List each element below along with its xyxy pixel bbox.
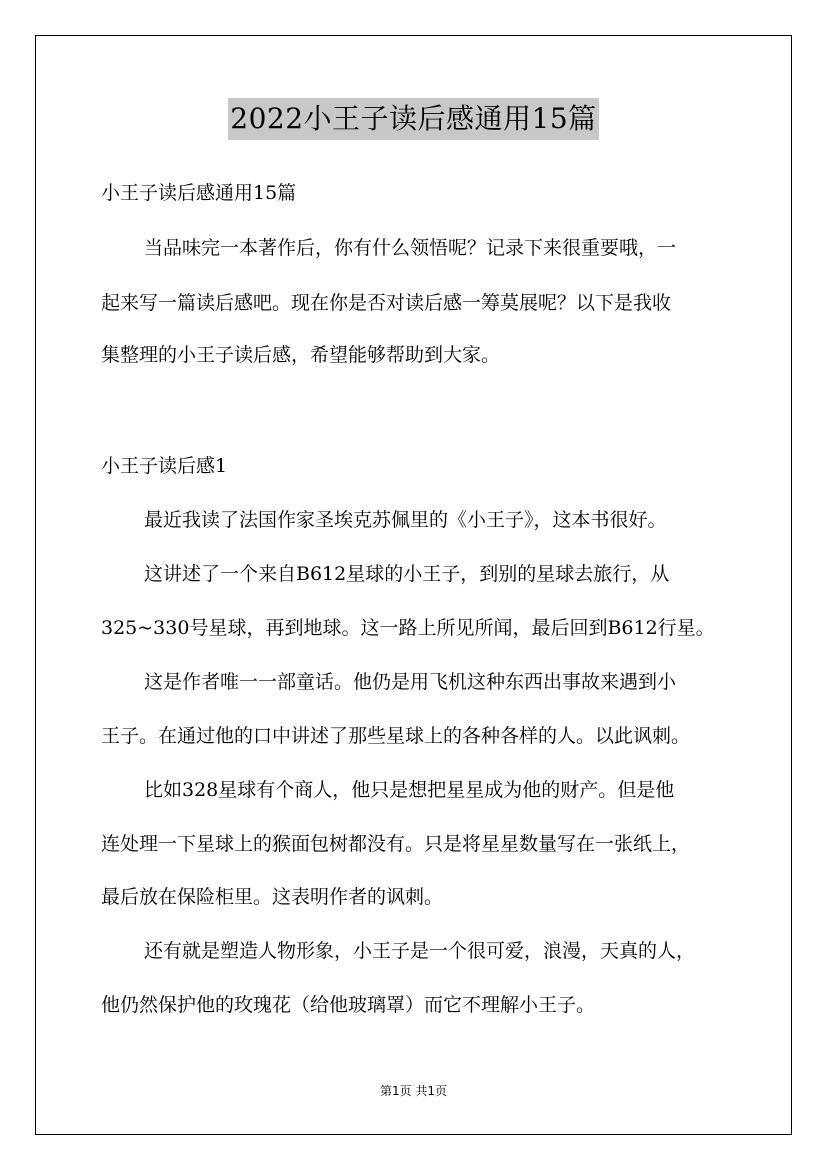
intro-line: 当品味完一本著作后，你有什么领悟呢？记录下来很重要哦，一 bbox=[144, 237, 677, 259]
body-line: 最后放在保险柜里。这表明作者的讽刺。 bbox=[101, 886, 444, 908]
body-line: 这是作者唯一一部童话。他仍是用飞机这种东西出事故来遇到小 bbox=[144, 671, 677, 693]
body-line: 还有就是塑造人物形象，小王子是一个很可爱，浪漫，天真的人， bbox=[144, 940, 696, 962]
body-line: 最近我读了法国作家圣埃克苏佩里的《小王子》，这本书很好。 bbox=[144, 509, 667, 531]
section-heading: 小王子读后感1 bbox=[101, 455, 228, 477]
intro-line: 集整理的小王子读后感，希望能够帮助到大家。 bbox=[101, 344, 501, 366]
body-line: 这讲述了一个来自B612星球的小王子，到别的星球去旅行，从 bbox=[144, 563, 670, 585]
page-footer: 第1页 共1页 bbox=[379, 1084, 448, 1098]
document-title: 2022小王子读后感通用15篇 bbox=[228, 98, 598, 140]
body-line: 比如328星球有个商人，他只是想把星星成为他的财产。但是他 bbox=[144, 779, 675, 801]
document-subtitle: 小王子读后感通用15篇 bbox=[101, 182, 297, 204]
body-line: 连处理一下星球上的猴面包树都没有。只是将星星数量写在一张纸上， bbox=[101, 833, 691, 855]
title-container bbox=[0, 98, 827, 140]
intro-line: 起来写一篇读后感吧。现在你是否对读后感一筹莫展呢？以下是我收 bbox=[101, 292, 672, 314]
body-line: 325~330号星球，再到地球。这一路上所见所闻，最后回到B612行星。 bbox=[101, 617, 715, 639]
body-line: 他仍然保护他的玫瑰花（给他玻璃罩）而它不理解小王子。 bbox=[101, 994, 596, 1016]
body-line: 王子。在通过他的口中讲述了那些星球上的各种各样的人。以此讽刺。 bbox=[101, 725, 691, 747]
